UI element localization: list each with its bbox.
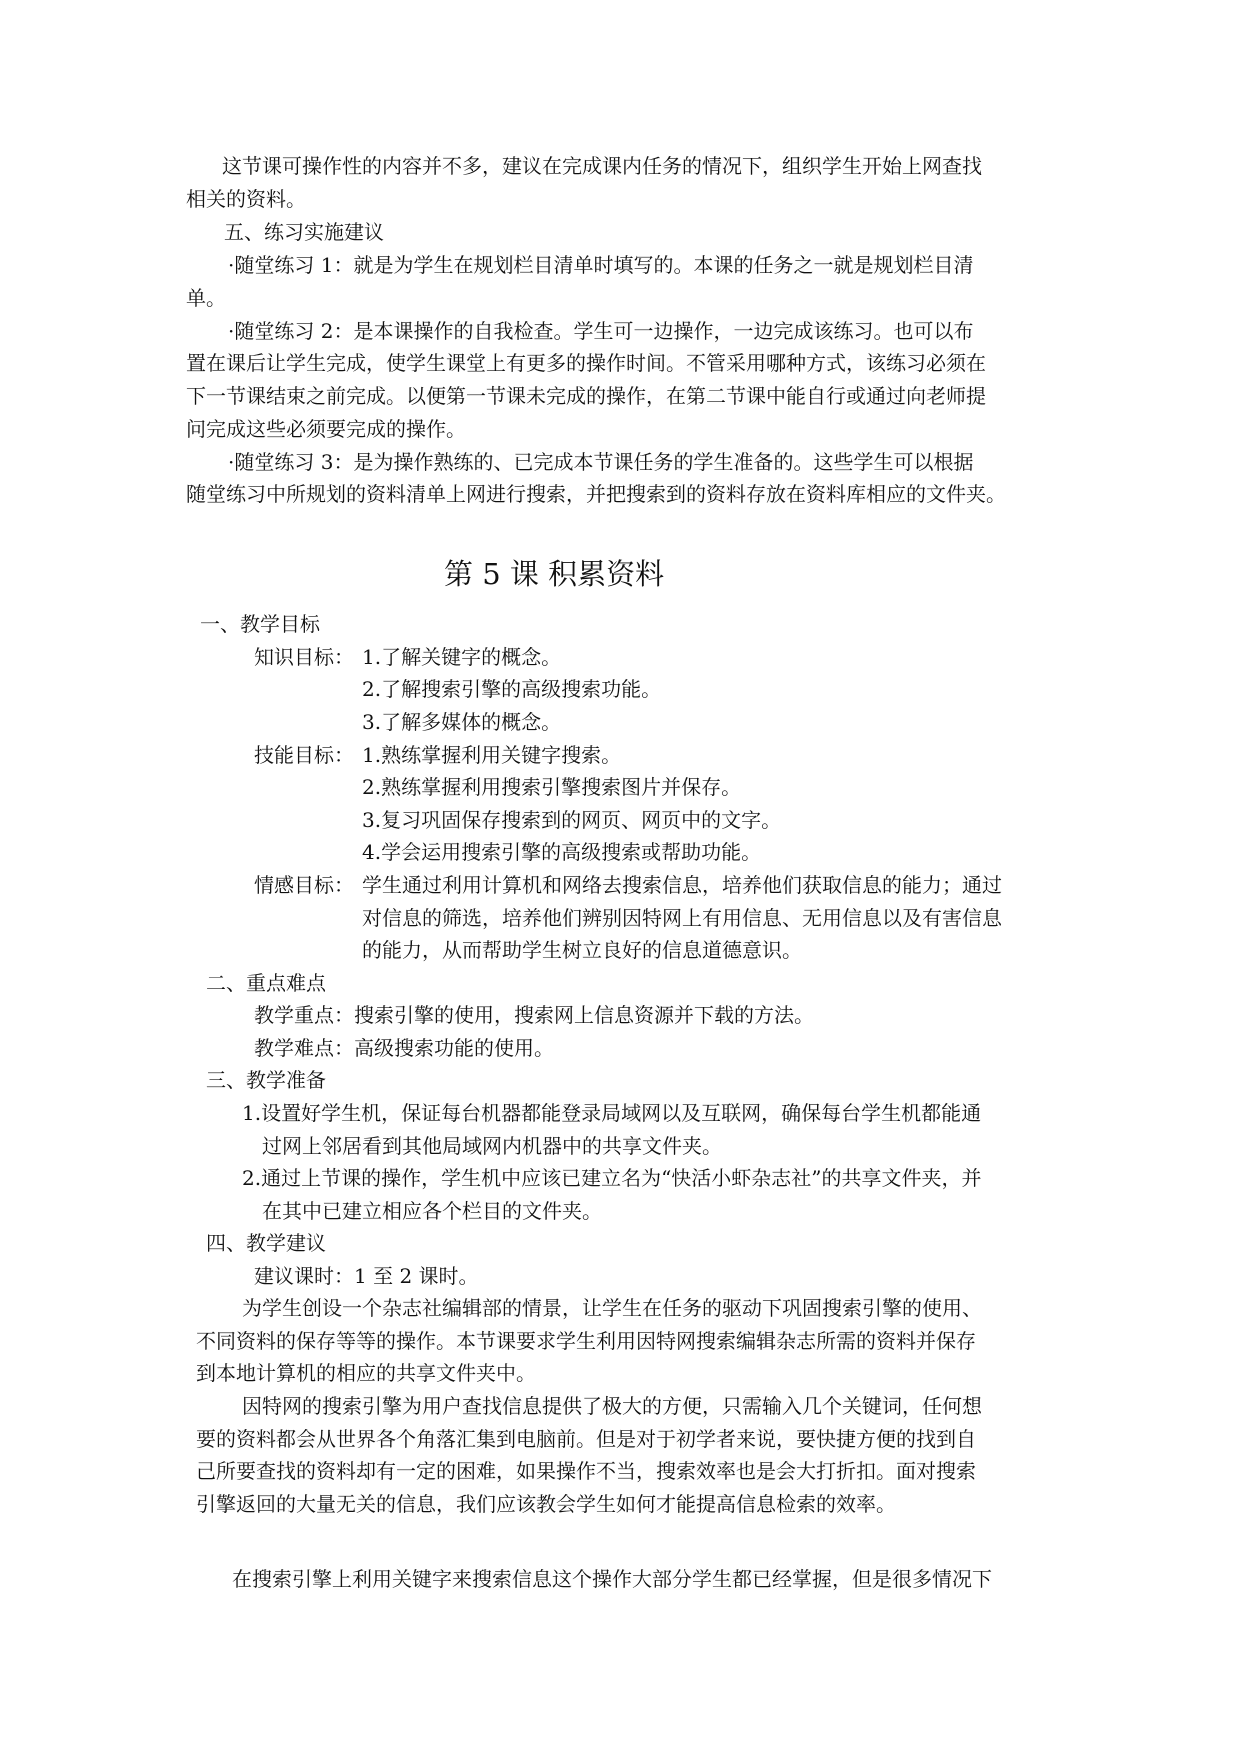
objective-item: 4.学会运用搜索引擎的高级搜索或帮助功能。: [362, 840, 762, 864]
objective-item: 学生通过利用计算机和网络去搜索信息，培养他们获取信息的能力；通过: [362, 873, 1002, 897]
text-line: 在其中已建立相应各个栏目的文件夹。: [262, 1199, 602, 1223]
objective-item: 2.了解搜索引擎的高级搜索功能。: [362, 677, 662, 701]
text-line: 问完成这些必须要完成的操作。: [186, 417, 466, 441]
objective-label: 情感目标：: [254, 873, 354, 897]
text-line: ·随堂练习 1：就是为学生在规划栏目清单时填写的。本课的任务之一就是规划栏目清: [228, 253, 974, 277]
text-line: 引擎返回的大量无关的信息，我们应该教会学生如何才能提高信息检索的效率。: [196, 1492, 896, 1516]
section-heading: 一、教学目标: [200, 612, 320, 636]
objective-item: 3.了解多媒体的概念。: [362, 710, 562, 734]
text-line: 教学重点：搜索引擎的使用，搜索网上信息资源并下载的方法。: [254, 1003, 814, 1027]
objective-label: 知识目标：: [254, 645, 354, 669]
text-line: ·随堂练习 2：是本课操作的自我检查。学生可一边操作，一边完成该练习。也可以布: [228, 319, 974, 343]
text-line: 这节课可操作性的内容并不多，建议在完成课内任务的情况下，组织学生开始上网查找: [222, 154, 982, 178]
text-line: 下一节课结束之前完成。以便第一节课未完成的操作，在第二节课中能自行或通过向老师提: [186, 384, 986, 408]
objective-item: 1.了解关键字的概念。: [362, 645, 562, 669]
text-line: 相关的资料。: [186, 187, 306, 211]
objective-item: 对信息的筛选，培养他们辨别因特网上有用信息、无用信息以及有害信息: [362, 906, 1002, 930]
text-line: 要的资料都会从世界各个角落汇集到电脑前。但是对于初学者来说，要快捷方便的找到自: [196, 1427, 976, 1451]
text-line: 在搜索引擎上利用关键字来搜索信息这个操作大部分学生都已经掌握，但是很多情况下: [232, 1567, 992, 1591]
objective-item: 3.复习巩固保存搜索到的网页、网页中的文字。: [362, 808, 782, 832]
text-line: 因特网的搜索引擎为用户查找信息提供了极大的方便，只需输入几个关键词，任何想: [242, 1394, 982, 1418]
text-line: ·随堂练习 3：是为操作熟练的、已完成本节课任务的学生准备的。这些学生可以根据: [228, 450, 974, 474]
text-line: 单。: [186, 286, 226, 310]
section-heading: 五、练习实施建议: [224, 220, 384, 244]
lesson-title: 第 5 课 积累资料: [444, 557, 665, 591]
objective-item: 2.熟练掌握利用搜索引擎搜索图片并保存。: [362, 775, 742, 799]
text-line: 不同资料的保存等等的操作。本节课要求学生利用因特网搜索编辑杂志所需的资料并保存: [196, 1329, 976, 1353]
text-line: 为学生创设一个杂志社编辑部的情景，让学生在任务的驱动下巩固搜索引擎的使用、: [242, 1296, 982, 1320]
text-line: 置在课后让学生完成，使学生课堂上有更多的操作时间。不管采用哪种方式，该练习必须在: [186, 351, 986, 375]
section-heading: 三、教学准备: [206, 1068, 326, 1092]
text-line: 2.通过上节课的操作，学生机中应该已建立名为“快活小虾杂志社”的共享文件夹，并: [242, 1166, 982, 1190]
objective-label: 技能目标：: [254, 743, 354, 767]
text-line: 己所要查找的资料却有一定的困难，如果操作不当，搜索效率也是会大打折扣。面对搜索: [196, 1459, 976, 1483]
objective-item: 1.熟练掌握利用关键字搜索。: [362, 743, 622, 767]
text-line: 过网上邻居看到其他局域网内机器中的共享文件夹。: [262, 1134, 722, 1158]
text-line: 建议课时：1 至 2 课时。: [254, 1264, 479, 1288]
objective-item: 的能力，从而帮助学生树立良好的信息道德意识。: [362, 938, 802, 962]
text-line: 随堂练习中所规划的资料清单上网进行搜索，并把搜索到的资料存放在资料库相应的文件夹。: [186, 482, 1006, 506]
text-line: 1.设置好学生机，保证每台机器都能登录局域网以及互联网，确保每台学生机都能通: [242, 1101, 982, 1125]
text-line: 到本地计算机的相应的共享文件夹中。: [196, 1361, 536, 1385]
section-heading: 四、教学建议: [206, 1231, 326, 1255]
section-heading: 二、重点难点: [206, 971, 326, 995]
text-line: 教学难点：高级搜索功能的使用。: [254, 1036, 554, 1060]
